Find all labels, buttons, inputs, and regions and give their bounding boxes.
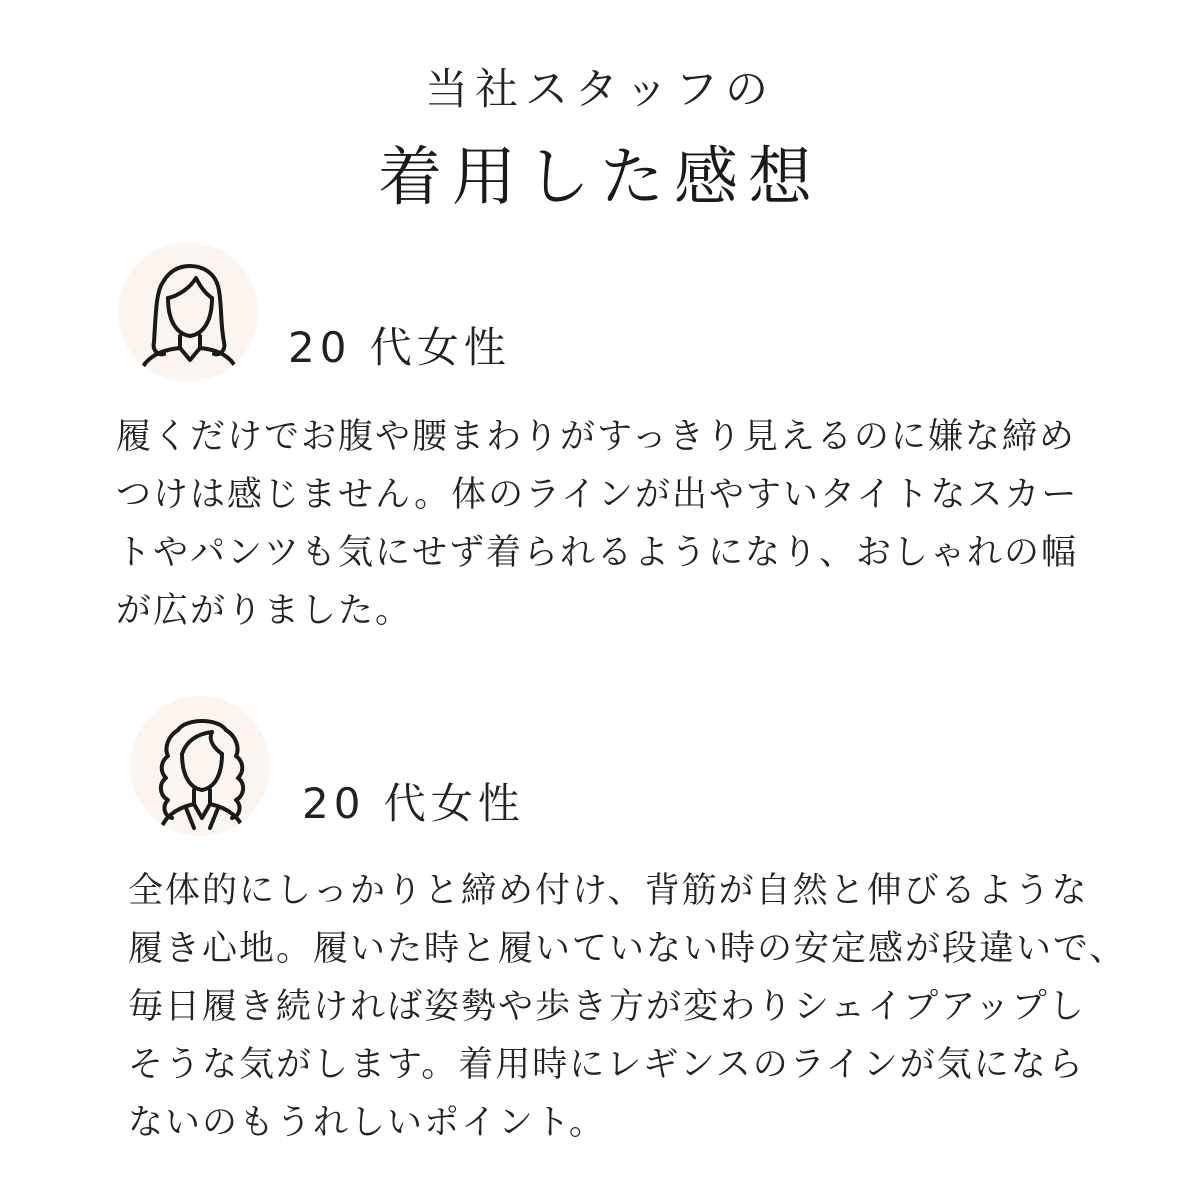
page-title-line1: 当社スタッフの	[425, 65, 775, 115]
comment-line: が広がりました。	[116, 591, 413, 631]
comment-line: つけは感じません。体のラインが出やすいタイトなスカー	[116, 475, 1079, 515]
review-comment	[128, 862, 1126, 1152]
comment-line: ないのもうれしいポイント。	[128, 1103, 606, 1143]
comment-line: 全体的にしっかりと締め付け、背筋が自然と伸びるような	[128, 871, 1089, 911]
woman-straight-hair-icon	[118, 242, 258, 382]
comment-line: 履き心地。履いた時と履いていない時の安定感が段違いで、	[128, 929, 1127, 969]
page-title-line2: 着用した感想	[378, 141, 822, 215]
comment-line: トやパンツも気にせず着られるようになり、おしゃれの幅	[116, 533, 1079, 573]
comment-line: そうな気がします。着用時にレギンスのラインが気になら	[128, 1045, 1085, 1085]
review-comment	[116, 408, 1078, 640]
comment-line: 履くだけでお腹や腰まわりがすっきり見えるのに嫌な締め	[116, 417, 1076, 457]
woman-wavy-hair-icon	[130, 696, 270, 836]
comment-line: 毎日履き続ければ姿勢や歩き方が変わりシェイプアップし	[128, 987, 1086, 1027]
reviewer-label: 20 代女性	[302, 779, 525, 828]
reviewer-label: 20 代女性	[288, 323, 511, 372]
